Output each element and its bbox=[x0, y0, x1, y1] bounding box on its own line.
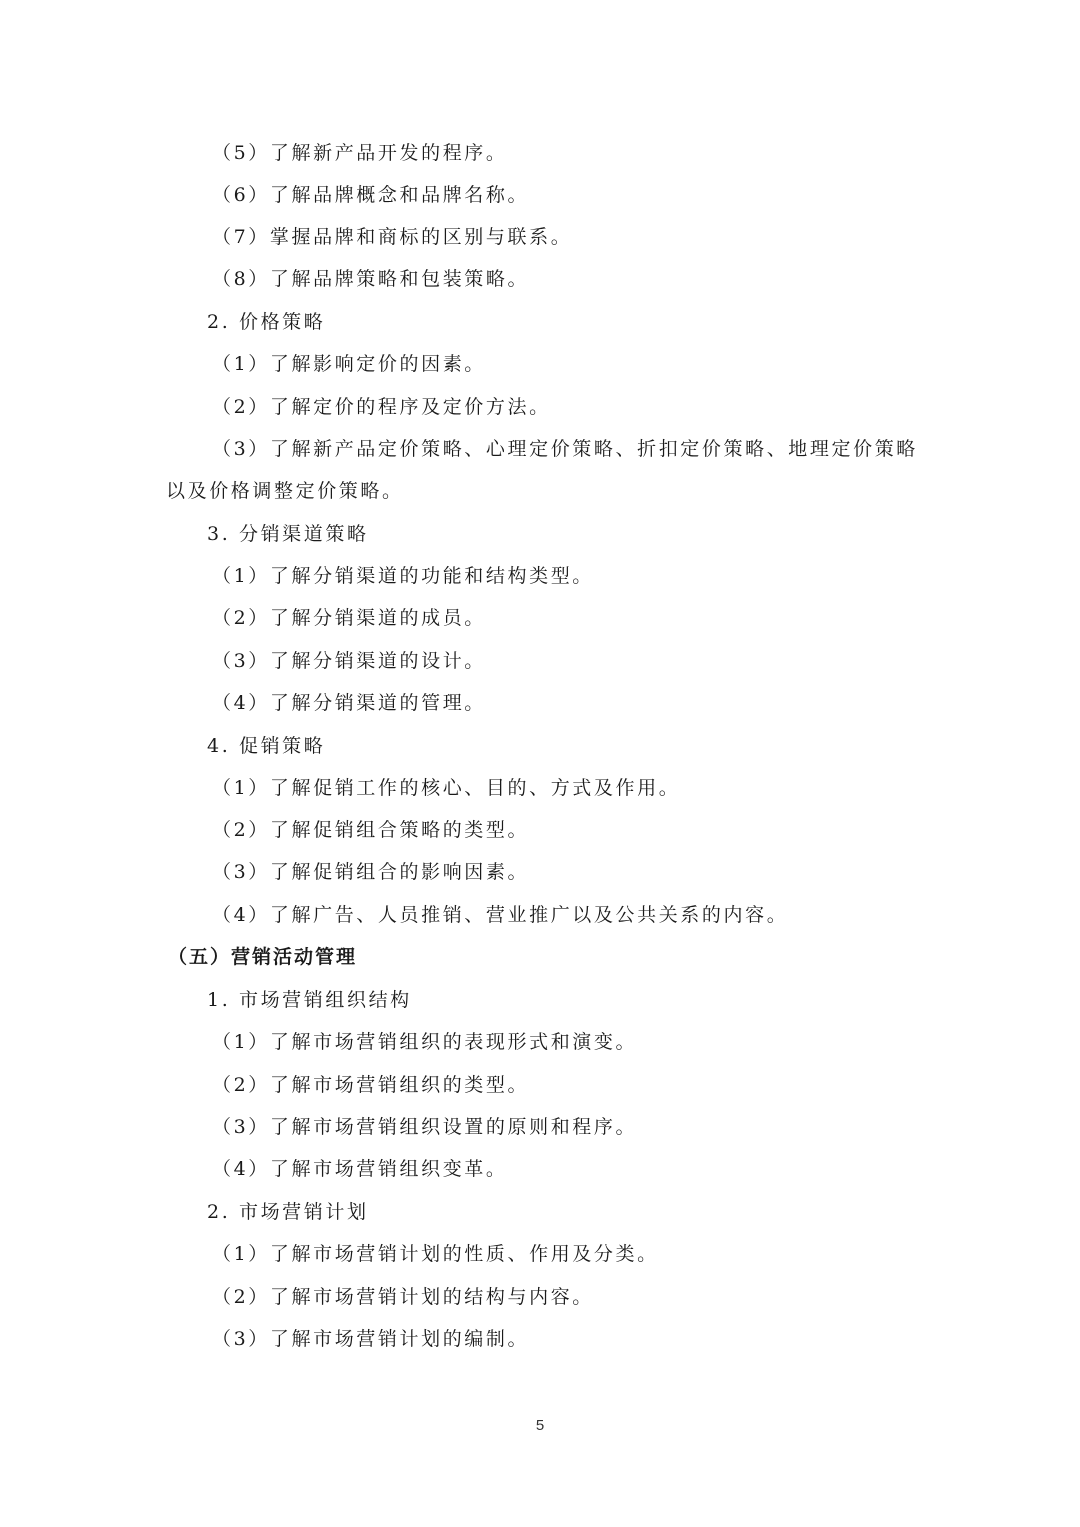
page-number: 5 bbox=[535, 1417, 545, 1434]
list-item: （3）了解市场营销计划的编制。 bbox=[212, 1328, 530, 1350]
list-item: （4）了解分销渠道的管理。 bbox=[212, 692, 486, 714]
list-item: （8）了解品牌策略和包装策略。 bbox=[212, 268, 530, 290]
list-item: （2）了解分销渠道的成员。 bbox=[212, 607, 486, 629]
list-item: （3）了解分销渠道的设计。 bbox=[212, 650, 486, 672]
list-item: （2）了解市场营销计划的结构与内容。 bbox=[212, 1286, 594, 1308]
list-item: （5）了解新产品开发的程序。 bbox=[212, 142, 508, 164]
list-item: （1）了解分销渠道的功能和结构类型。 bbox=[212, 565, 594, 587]
list-item: （4）了解广告、人员推销、营业推广以及公共关系的内容。 bbox=[212, 904, 789, 926]
list-item: （6）了解品牌概念和品牌名称。 bbox=[212, 184, 530, 206]
list-item: （2）了解市场营销组织的类型。 bbox=[212, 1074, 530, 1096]
subsection-heading: 4. 促销策略 bbox=[207, 735, 326, 757]
section-heading: （五）营销活动管理 bbox=[168, 946, 358, 968]
list-item: （2）了解定价的程序及定价方法。 bbox=[212, 396, 551, 418]
list-item: （1）了解市场营销组织的表现形式和演变。 bbox=[212, 1031, 638, 1053]
list-item: （3）了解市场营销组织设置的原则和程序。 bbox=[212, 1116, 638, 1138]
subsection-heading: 3. 分销渠道策略 bbox=[207, 523, 369, 545]
list-item: （1）了解促销工作的核心、目的、方式及作用。 bbox=[212, 777, 681, 799]
list-item: （4）了解市场营销组织变革。 bbox=[212, 1158, 508, 1180]
list-item: （7）掌握品牌和商标的区别与联系。 bbox=[212, 226, 573, 248]
list-item-continuation: 以及价格调整定价策略。 bbox=[166, 480, 404, 502]
subsection-heading: 1. 市场营销组织结构 bbox=[207, 989, 412, 1011]
list-item: （3）了解新产品定价策略、心理定价策略、折扣定价策略、地理定价策略 bbox=[212, 438, 918, 460]
list-item: （1）了解影响定价的因素。 bbox=[212, 353, 486, 375]
subsection-heading: 2. 市场营销计划 bbox=[207, 1201, 369, 1223]
list-item: （2）了解促销组合策略的类型。 bbox=[212, 819, 530, 841]
subsection-heading: 2. 价格策略 bbox=[207, 311, 326, 333]
list-item: （3）了解促销组合的影响因素。 bbox=[212, 861, 530, 883]
list-item: （1）了解市场营销计划的性质、作用及分类。 bbox=[212, 1243, 659, 1265]
